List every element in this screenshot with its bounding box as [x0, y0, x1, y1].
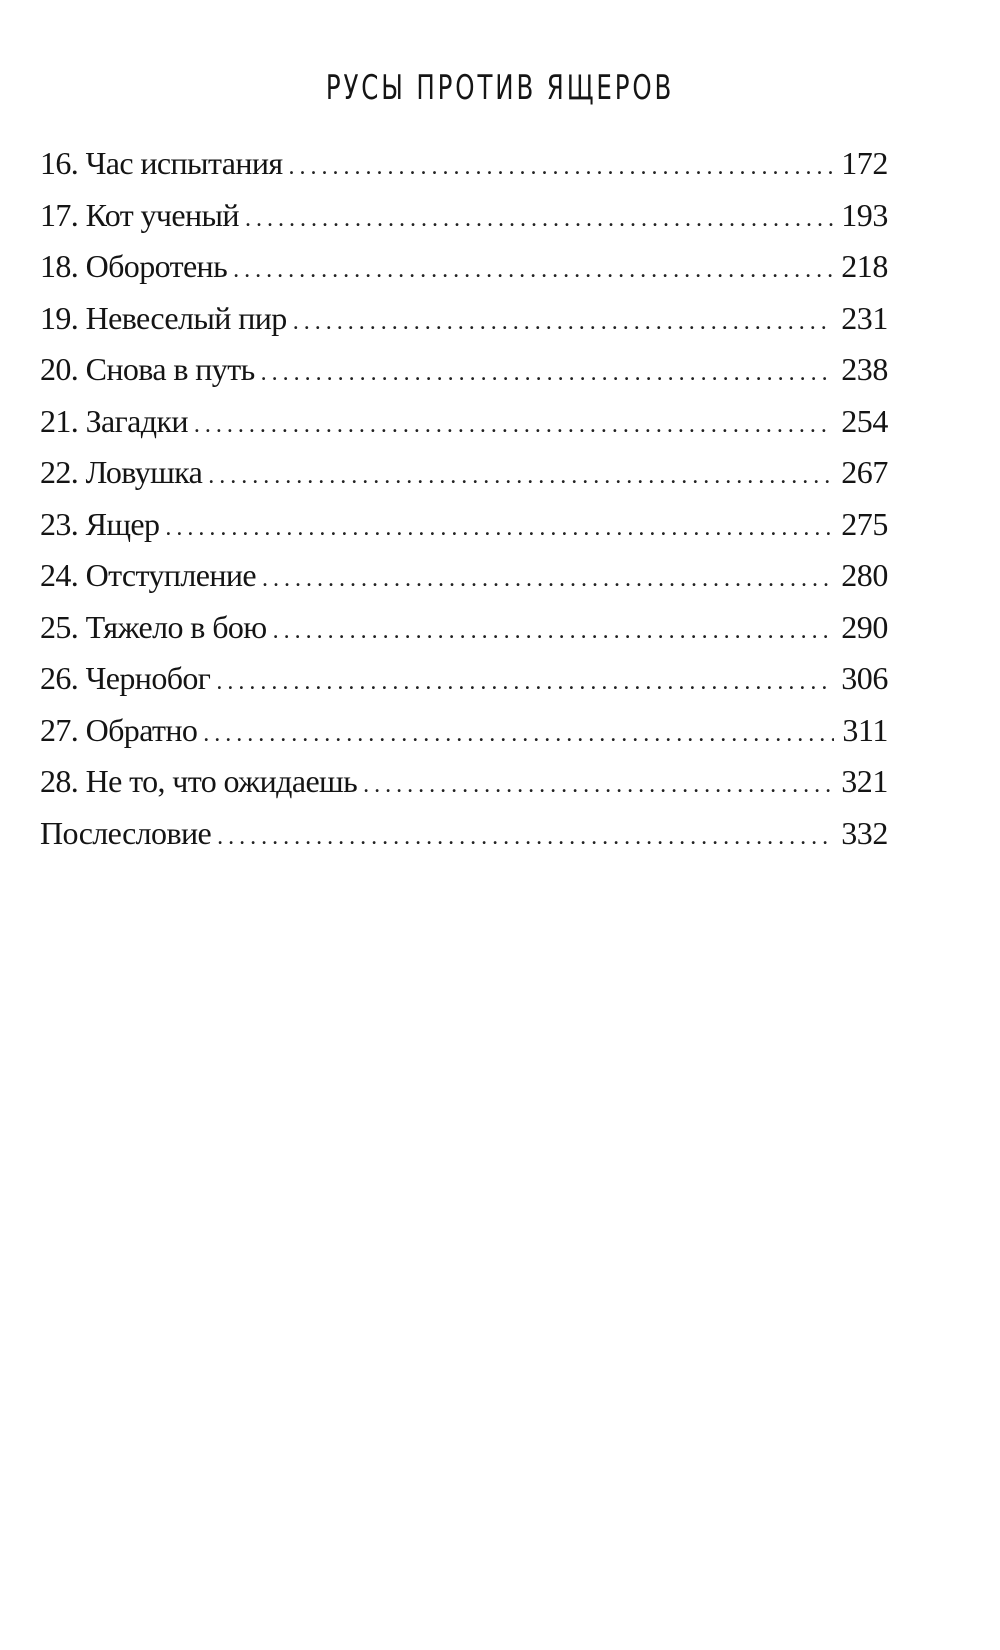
toc-entry: [40, 396, 888, 448]
toc-dot-leader: [165, 503, 833, 555]
toc-entry-page: 306: [841, 660, 888, 696]
toc-entry-page: 254: [841, 402, 888, 439]
toc-entry-title: 28. Не то, что ожидаешь: [40, 763, 358, 799]
toc-entry: [40, 447, 888, 499]
toc-entry-title: 23. Ящер: [40, 505, 160, 542]
toc-dot-leader: [203, 709, 834, 761]
toc-entry-page: 321: [841, 763, 888, 799]
toc-entry-title: 22. Ловушка: [40, 454, 203, 490]
toc-entry-title: 18. Оборотень: [40, 248, 228, 284]
toc-entry-page: 280: [841, 557, 888, 593]
toc-entry: [40, 190, 888, 242]
toc-entry: [40, 293, 888, 345]
toc-dot-leader: [273, 606, 834, 658]
toc-entry: [40, 499, 888, 551]
toc-dot-leader: [245, 194, 833, 246]
toc-entry: [40, 808, 888, 860]
toc-entry-title: 16. Час испытания: [40, 145, 283, 181]
toc-entry-title: 19. Невеселый пир: [40, 299, 287, 336]
toc-entry: [40, 705, 888, 757]
toc-entry-title: 26. Чернобог: [40, 660, 211, 696]
toc-entry-page: 172: [841, 145, 888, 181]
toc-dot-leader: [194, 400, 833, 452]
toc-dot-leader: [262, 554, 833, 606]
toc-entry-page: 193: [841, 196, 888, 233]
toc-entry: [40, 550, 888, 602]
toc-dot-leader: [216, 657, 833, 709]
toc-entry-page: 238: [841, 351, 888, 387]
toc-entry-page: 231: [841, 299, 888, 336]
toc-entry-page: 332: [841, 814, 888, 851]
toc-entry-title: 27. Обратно: [40, 711, 198, 748]
running-head: РУСЫ ПРОТИВ ЯЩЕРОВ: [325, 68, 675, 108]
toc-entry-page: 311: [842, 711, 888, 748]
toc-entry-title: Послесловие: [40, 814, 212, 851]
toc-dot-leader: [289, 142, 834, 194]
toc-entry: [40, 602, 888, 654]
toc-entry-page: 275: [841, 505, 888, 542]
toc-entry-page: 290: [841, 608, 888, 645]
toc-entry-title: 25. Тяжело в бою: [40, 608, 267, 645]
toc-dot-leader: [363, 760, 833, 812]
toc-dot-leader: [233, 245, 833, 297]
toc-entry: [40, 756, 888, 808]
toc-dot-leader: [217, 812, 833, 864]
toc-entry: [40, 241, 888, 293]
toc-entry-title: 24. Отступление: [40, 557, 257, 593]
toc-entry-title: 20. Снова в путь: [40, 351, 255, 387]
toc-entry: [40, 138, 888, 190]
toc-entry: [40, 344, 888, 396]
table-of-contents: [40, 138, 888, 859]
toc-dot-leader: [293, 297, 834, 349]
toc-entry: [40, 653, 888, 705]
toc-entry-title: 21. Загадки: [40, 402, 188, 439]
toc-entry-page: 267: [841, 454, 888, 490]
toc-dot-leader: [208, 451, 833, 503]
toc-entry-page: 218: [841, 248, 888, 284]
toc-dot-leader: [261, 348, 834, 400]
toc-entry-title: 17. Кот ученый: [40, 196, 239, 233]
